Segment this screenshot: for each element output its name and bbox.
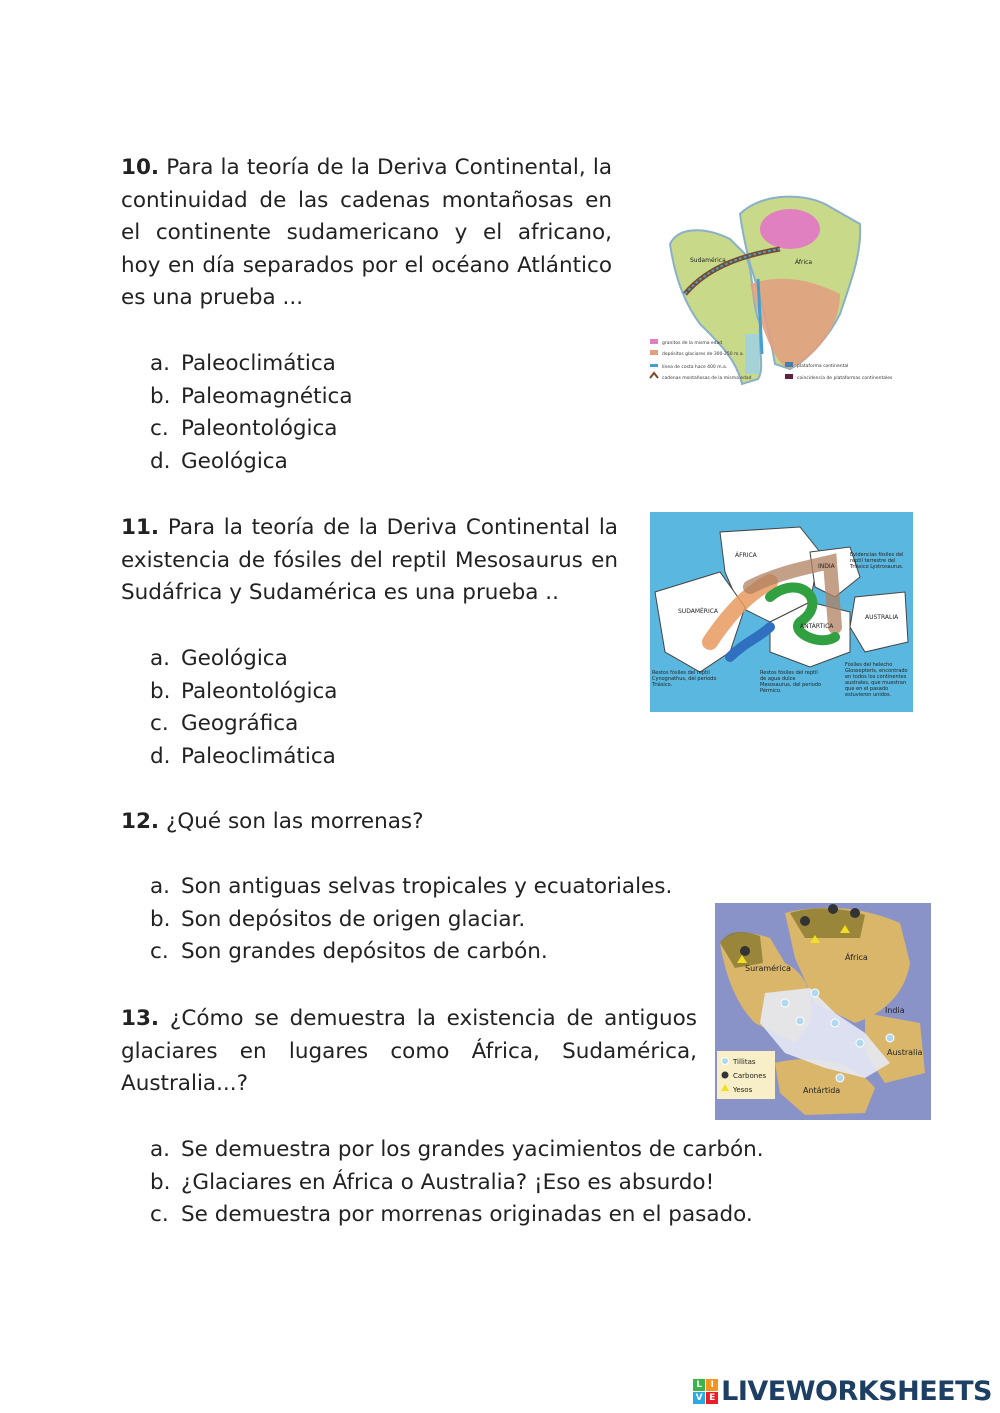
options-list [150,1134,764,1232]
mesosaurus-note: Restos fósiles del reptil de agua dulce Mesosaurus, del periodo Pérmico. [760,670,822,694]
options-list [150,348,353,478]
map-illustration [640,184,893,390]
australia-label: Australia [887,1048,923,1057]
question-text: ¿Qué son las morrenas? [165,809,424,834]
legend-4: cadenas montañosas de la misma edad [662,376,752,381]
africa-label: África [795,259,813,266]
option-c[interactable]: c. Son grandes depósitos de carbón. [150,939,548,965]
option-b[interactable]: b. Paleomagnética [150,383,353,409]
option-d[interactable]: d. Geológica [150,448,288,474]
option-c[interactable]: c. Geográfica [150,711,299,737]
legend-tillitas: Tillitas [733,1058,756,1066]
legend-1: granitos de la misma edad [662,341,723,346]
question-12 [121,806,681,839]
options-list [150,871,672,969]
question-11 [121,512,618,610]
sudamerica-label: SUDAMÉRICA [678,608,719,615]
suramerica-label: Suramérica [745,964,791,973]
legend-carbones: Carbones [733,1072,767,1080]
option-c[interactable]: c. Paleontológica [150,416,338,442]
brand-name: LIVEWORKSHEETS [721,1376,992,1407]
option-b[interactable]: b. ¿Glaciares en África o Australia? ¡Eso es absurdo! [150,1169,715,1195]
legend-3: línea de costa hace 400 m.a. [662,365,728,370]
india-label: India [885,1006,905,1015]
question-number: 10. [121,155,160,180]
option-c[interactable]: c. Se demuestra por morrenas originadas en el pasado. [150,1202,753,1228]
option-b[interactable]: b. Paleontológica [150,678,338,704]
cynognathus-note: Restos fósiles del reptil Cynognathus, del periodo Triásico. [652,670,717,688]
india-label: INDIA [818,563,835,570]
question-10 [121,152,612,315]
antartida-label: Antártida [803,1086,841,1095]
option-a[interactable]: a. Paleoclimática [150,351,336,376]
australia-label: AUSTRALIA [865,614,899,621]
glossopteris-note: Fósiles del helecho Glossopteris, encontrado en todos los continentes australes, que muestran que en el pasado estuvieron unidos. [845,662,908,698]
glacial-map-illustration [715,903,931,1120]
antartica-label: ANTÁRTICA [800,623,834,630]
legend-6: coincidencia de plataformas continentales [797,376,893,381]
question-number: 11. [121,515,160,540]
africa-label: ÁFRICA [735,552,757,559]
liveworksheets-logo [693,1376,992,1407]
question-number: 13. [121,1006,160,1031]
logo-blocks-icon: L I V E [693,1379,718,1404]
question-text: Para la teoría de la Deriva Continental, la continuidad de las cadenas montañosas en el continente sudamericano y el africano, hoy en día separados por el océano Atlántico es una prueba ... [121,155,613,311]
option-a[interactable]: a. Se demuestra por los grandes yacimientos de carbón. [150,1137,764,1162]
option-a[interactable]: a. Geológica [150,646,288,671]
sudamerica-label: Sudamérica [690,257,726,264]
question-text: ¿Cómo se demuestra la existencia de antiguos glaciares en lugares como África, Sudamérica, Australia...? [121,1006,697,1097]
option-a[interactable]: a. Son antiguas selvas tropicales y ecuatoriales. [150,874,673,899]
glacial-evidence-figure [715,903,931,1120]
legend-2: depósitos glaciares de 300-250 m.a. [662,352,745,357]
lystrosaurus-note: Evidencias fósiles del reptil terrestre del Triásico Lystrosaurus. [850,552,904,570]
africa-label: África [845,953,868,962]
question-number: 12. [121,809,160,834]
options-list [150,643,337,773]
legend-yesos: Yesos [733,1086,753,1094]
option-d[interactable]: d. Paleoclimática [150,743,336,769]
question-13 [121,1003,697,1101]
continental-drift-map-figure [640,184,893,390]
gondwana-fossils-figure [650,512,913,712]
legend-5: plataforma continental [797,364,849,369]
fossil-map-illustration [650,512,913,712]
question-text: Para la teoría de la Deriva Continental la existencia de fósiles del reptil Mesosaurus en Sudáfrica y Sudamérica es una prueba .. [121,515,618,606]
option-b[interactable]: b. Son depósitos de origen glaciar. [150,906,526,932]
